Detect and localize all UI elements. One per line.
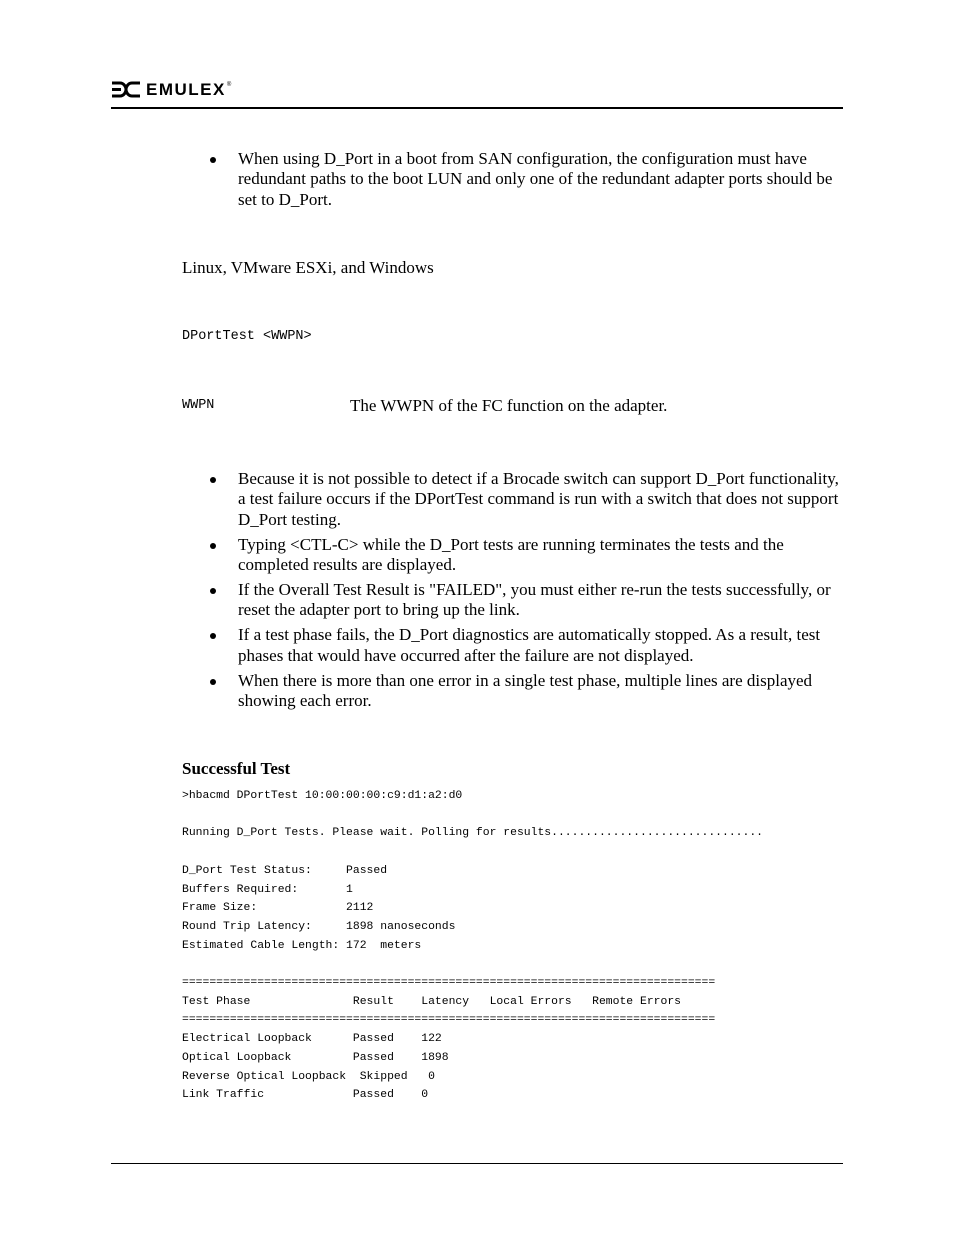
- list-item: When using D_Port in a boot from SAN configuration, the configuration must have redundant paths to the boot LUN and only one of the redundant adapter ports should be set to D_Port.: [209, 149, 844, 210]
- list-item: If the Overall Test Result is "FAILED", you must either re-run the tests successfully, or reset the adapter port to bring up the link.: [209, 580, 844, 621]
- list-item: Because it is not possible to detect if a Brocade switch can support D_Port functionality, a test failure occurs if the DPortTest command is run with a switch that does not support D_Port testing.: [209, 469, 844, 530]
- example-output: >hbacmd DPortTest 10:00:00:00:c9:d1:a2:d0 Running D_Port Tests. Please wait. Polling for results............................... D_Port Test Status: Passed Buffers Required: 1 Frame Size: 2112 Round Trip Latency: 1898 nanoseconds Estimated Cable Length: 172 meters ============================================================================== Test Phase Result Latency Local Errors Remote Errors ============================================================================== Electrical Loopback Passed 122 Optical Loopback Passed 1898 Reverse Optical Loopback Skipped 0 Link Traffic Passed 0: [182, 790, 764, 1102]
- syntax-text: DPortTest <WWPN>: [182, 329, 312, 344]
- list-item: Typing <CTL-C> while the D_Port tests are running terminates the tests and the completed results are displayed.: [209, 535, 844, 576]
- notes-bullet-list: [209, 469, 844, 716]
- list-item: When there is more than one error in a single test phase, multiple lines are displayed showing each error.: [209, 671, 844, 712]
- logo-trademark: ®: [226, 82, 232, 88]
- intro-bullet-list: [209, 149, 844, 215]
- supported-os-text: Linux, VMware ESXi, and Windows: [182, 258, 434, 277]
- example-heading: Successful Test: [182, 759, 291, 778]
- list-item: If a test phase fails, the D_Port diagnostics are automatically stopped. As a result, test phases that would have occurred after the failure are not displayed.: [209, 625, 844, 666]
- logo-wordmark: EMULEX: [146, 80, 226, 99]
- parameter-description: The WWPN of the FC function on the adapter.: [350, 396, 668, 415]
- parameter-name: WWPN: [182, 398, 215, 413]
- emulex-mark-icon: [111, 81, 141, 98]
- emulex-logo: [111, 81, 231, 98]
- footer-rule: [111, 1163, 843, 1164]
- header-rule: [111, 107, 843, 109]
